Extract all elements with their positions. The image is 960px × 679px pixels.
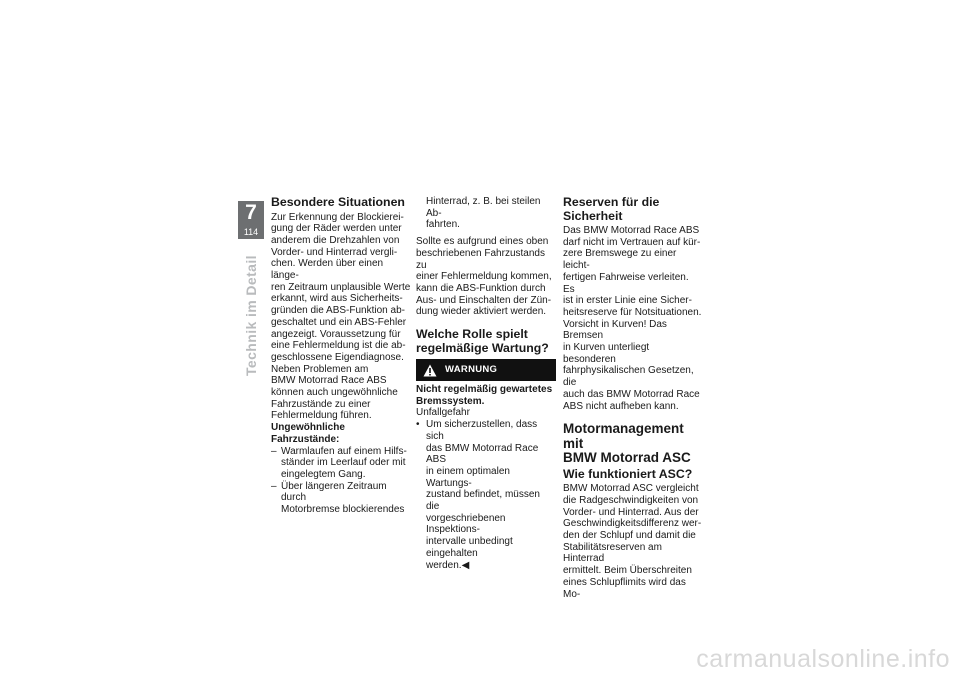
warning-banner (416, 359, 556, 381)
paragraph-problems: Neben Problemen am BMW Motorrad Race ABS können auch ungewöhnliche Fahrzustände zu einer Fehlermeldung führen. (271, 363, 398, 422)
warning-title: Nicht regelmäßig gewartetes Bremssystem. (416, 384, 553, 407)
heading-besondere-situationen: Besondere Situationen (271, 195, 405, 209)
subheading-unusual-states: Ungewöhnliche Fahrzustände: (271, 422, 345, 445)
column-3 (563, 196, 703, 600)
heading-safety-reserves: Reserven für die Sicherheit (563, 195, 660, 223)
end-mark: ◀ (461, 559, 470, 571)
list-item: – Warmlaufen auf einem Hilfs- ständer im Leerlauf oder mit eingelegtem Gang. (271, 445, 407, 480)
heading-maintenance-role: Welche Rolle spielt regelmäßige Wartung? (416, 327, 549, 355)
heading-how-asc-works: Wie funktioniert ASC? (563, 466, 693, 481)
list-item-continuation: Hinterrad, z. B. bei steilen Ab- fahrten. (426, 196, 541, 231)
list-item: – Über längeren Zeitraum durch Motorbremse blockierendes (271, 480, 405, 516)
paragraph-detection: Zur Erkennung der Blockierei- gung der Räder werden unter anderem die Drehzahlen von Vorder- und Hinterrad vergli- chen. Werden über einen länge- ren Zeitraum unplausible Werte erkannt, wird aus Sicherheits- gründen die ABS-Funktion ab- geschaltet und ein ABS-Fehler angezeigt. Voraussetzung für eine Fehlermeldung ist die ab- geschlossene Eigendiagnose. (271, 211, 411, 363)
watermark: carmanualsonline.info (696, 645, 950, 673)
warning-triangle-icon (423, 364, 437, 377)
paragraph-asc: BMW Motorrad ASC vergleicht die Radgeschwindigkeiten von Vorder- und Hinterrad. Aus der Geschwindigkeitsdifferenz wer- den der Schlupf und damit die Stabilitätsreserven am Hinterrad ermittelt. Beim Überschreiten eines Schlupflimits wird das Mo- (563, 483, 702, 600)
unusual-states-list (271, 446, 411, 516)
paragraph-curves: Vorsicht in Kurven! Das Bremsen in Kurven unterliegt besonderen fahrphysikalischen Gesetzen, die auch das BMW Motorrad Race ABS nicht aufheben kann. (563, 318, 700, 412)
page-number: 114 (243, 227, 259, 237)
warning-subtitle: Unfallgefahr (416, 407, 470, 419)
chapter-tab (238, 201, 264, 239)
warning-label: WARNUNG (445, 364, 498, 376)
list-item: • Um sicherzustellen, dass sich das BMW Motorrad Race ABS in einem optimalen Wartungs- zustand befindet, müssen die vorgeschriebenen Inspektions- intervalle unbedingt eingehalten werden.◀ (416, 419, 540, 571)
column-2 (416, 196, 556, 571)
paragraph-reserve: Das BMW Motorrad Race ABS darf nicht im Vertrauen auf kür- zere Bremswege zu einer leicht- fertigen Fahrweise verleiten. Es ist in erster Linie eine Sicher- heitsreserve für Notsituationen. (563, 225, 702, 318)
paragraph-reactivation: Sollte es aufgrund eines oben beschriebenen Fahrzustands zu einer Fehlermeldung kommen, kann die ABS-Funktion durch Aus- und Einschalten der Zün- dung wieder aktiviert werden. (416, 236, 552, 318)
heading-engine-management: Motormanagement mit BMW Motorrad ASC (563, 421, 691, 466)
section-side-label: Technik im Detail (243, 255, 259, 376)
warning-list (416, 419, 556, 571)
column-1 (271, 196, 411, 516)
chapter-number: 7 (245, 201, 257, 224)
